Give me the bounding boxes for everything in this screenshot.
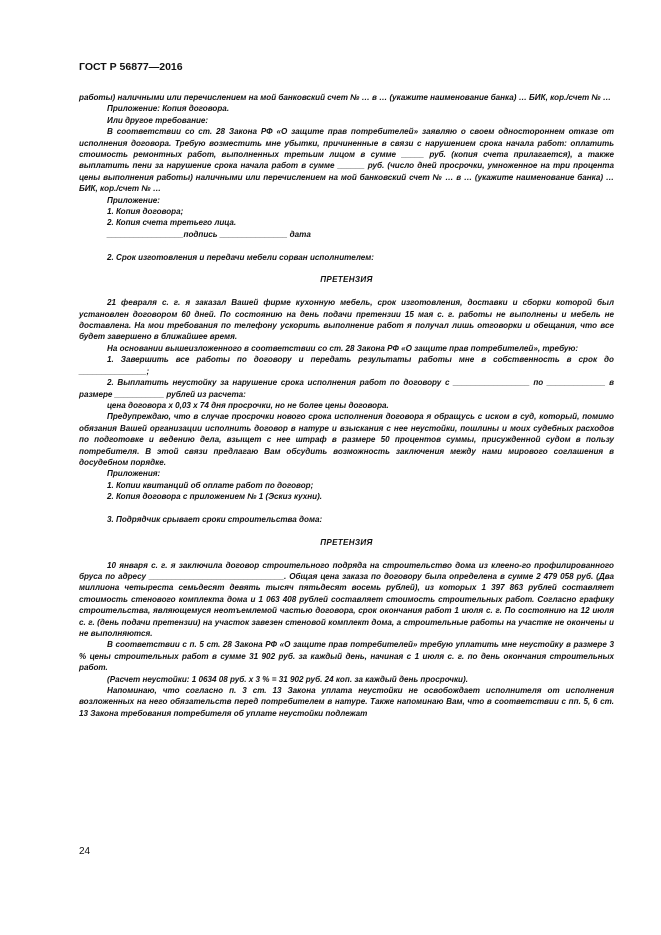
paragraph: В соответствии с п. 5 ст. 28 Закона РФ «О защите прав потребителей» требую уплатить мне неустойку в размере 3 % цены строительных работ в сумме 31 902 руб. за каждый день, начиная с 1 июля с. г. по день окончания строительных работ. <box>79 640 614 673</box>
page-number: 24 <box>79 846 91 857</box>
paragraph: 2. Копия договора с приложением № 1 (Эскиз кухни). <box>107 492 323 502</box>
paragraph: Приложение: <box>107 195 160 205</box>
spacer <box>79 503 614 514</box>
paragraph: работы) наличными или перечислением на мой банковский счет № … в … (укажите наименование банка) … БИК, кор./счет № … <box>79 93 612 102</box>
paragraph: Или другое требование: <box>107 115 209 125</box>
document-body <box>79 92 614 719</box>
spacer <box>79 240 614 251</box>
paragraph: 2. Выплатить неустойку за нарушение срока исполнения работ по договору с _________________ по _____________ в размере ___________ рублей из расчета: <box>79 378 614 399</box>
paragraph: 3. Подрядчик срывает сроки строительства дома: <box>107 514 323 524</box>
paragraph: Напоминаю, что согласно п. 3 ст. 13 Закона уплата неустойки не освобождает исполнителя от исполнения возложенных на него обязательств перед потребителем в натуре. Также напоминаю Вам, что в соответствии с пп. 5, 6 ст. 13 Закона требования потребителя об уплате неустойки подлежат <box>79 686 614 718</box>
spacer <box>79 263 614 274</box>
paragraph: (Расчет неустойки: 1 0634 08 руб. х 3 % = 31 902 руб. 24 коп. за каждый день просрочки). <box>107 674 468 684</box>
spacer <box>79 548 614 559</box>
document-header: ГОСТ Р 56877—2016 <box>79 61 183 73</box>
spacer <box>79 286 614 297</box>
spacer <box>79 525 614 536</box>
paragraph: Приложение: Копия договора. <box>107 104 230 114</box>
paragraph: 2. Копия счета третьего лица. <box>107 218 237 228</box>
section-title: ПРЕТЕНЗИЯ <box>320 537 373 547</box>
paragraph: Предупреждаю, что в случае просрочки нового срока исполнения договора я обращусь с иском в суд, который, помимо обязания Вашей организации исполнить договор в натуре и взыскания с нее неустойки, пошлины и моих судебных расходов по подготовке и ведению дела, взыщет с нее штраф в размере 50 процентов суммы, присужденной судом в пользу потребителя. В этой связи предлагаю Вам обсудить возможность заключения между нами мирового соглашения в досудебном порядке. <box>79 412 614 467</box>
paragraph: 10 января с. г. я заключила договор строительного подряда на строительство дома из клеено-го профилированного бруса по адресу ______________________________. Общая цена заказа по договору была определена в сумме 2 479 058 руб. (Два миллиона четыреста семьдесят девять тысяч пятьдесят восемь рублей), из которых 1 397 863 рублей составляет стоимость стенового комплекта дома и 1 063 408 рублей составляет стоимость строительных работ. Согласно графику строительства, являющемуся неотъемлемой частью договора, срок окончания работ 1 июля с. г. По состоянию на 12 июля с. г. (день подачи претензии) на участок завезен стеновой комплект дома, а строительные работы на участке не окончены и не выполняются. <box>79 560 614 638</box>
paragraph: цена договора х 0,03 х 74 дня просрочки, но не более цены договора. <box>107 400 389 410</box>
paragraph: 1. Копия договора; <box>107 207 184 217</box>
paragraph: _________________подпись _______________ дата <box>107 229 311 239</box>
paragraph: В соответствии со ст. 28 Закона РФ «О защите прав потребителей» заявляю о своем одностороннем отказе от исполнения договора. Требую возместить мне убытки, причиненные в связи с нарушением срока начала работ: оплатить стоимость ремонтных работ, выполненных третьим лицом в сумме _____ руб. (копия счета прилагается), а также выплатить пени за нарушение срока начала работ в сумме ______ руб. (число дней просрочки, умноженное на три процента цены выполнения работы) наличными или перечислением на мой банковский счет № … в … (укажите наименование банка) … БИК, кор./счет № … <box>79 127 614 194</box>
paragraph: На основании вышеизложенного в соответствии со ст. 28 Закона РФ «О защите прав потребителей», требую: <box>107 343 579 353</box>
paragraph: Приложения: <box>107 469 161 479</box>
paragraph: 1. Завершить все работы по договору и передать результаты работы мне в собственность в срок до _______________; <box>79 355 614 376</box>
paragraph: 1. Копии квитанций об оплате работ по договор; <box>107 480 314 490</box>
paragraph: 2. Срок изготовления и передачи мебели сорван исполнителем: <box>107 252 374 262</box>
paragraph: 21 февраля с. г. я заказал Вашей фирме кухонную мебель, срок изготовления, доставки и сборки которой был установлен договором 60 дней. По состоянию на день подачи претензии 15 мая с. г. работы не выполнены и мебель не доставлена. На мои требования по телефону ускорить выполнение работ я получал лишь отговорки и обещания, что все будет завершено в ближайшее время. <box>79 298 614 342</box>
section-title: ПРЕТЕНЗИЯ <box>320 275 373 285</box>
